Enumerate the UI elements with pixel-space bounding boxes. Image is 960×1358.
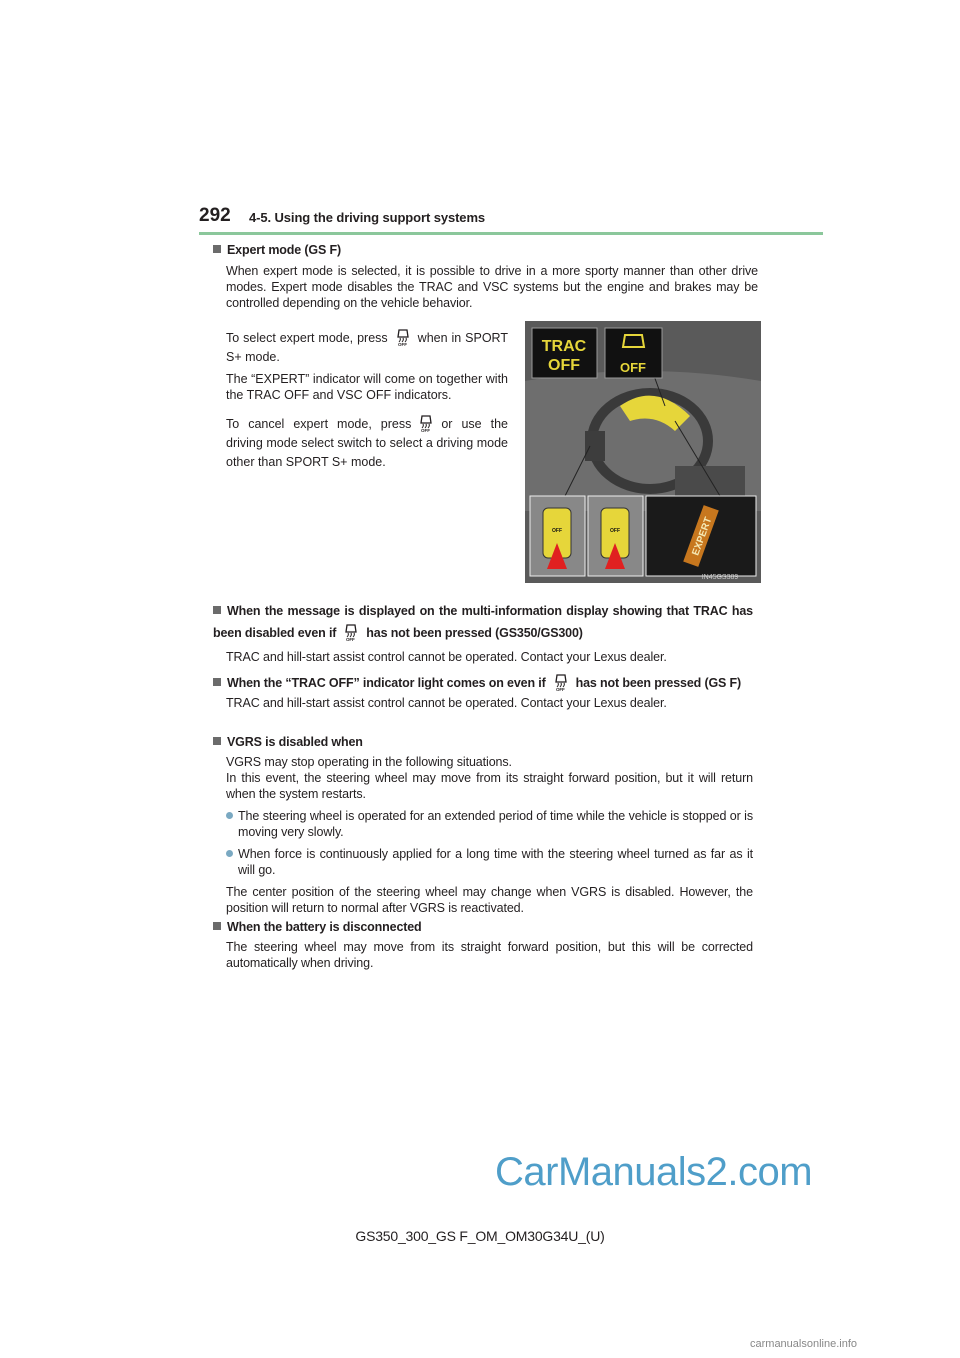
vsc-off-icon — [552, 673, 570, 691]
square-bullet-icon — [213, 245, 221, 253]
select-expert-text: To select expert mode, press OFF when in SPORT S+ mode. — [226, 328, 508, 367]
trac-message-body: TRAC and hill-start assist control cannot be operated. Contact your Lexus dealer. — [226, 650, 667, 664]
expert-section — [213, 243, 758, 311]
expert-body: When expert mode is selected, it is possible to drive in a more sporty manner than other drive modes. Expert mode disables the TRAC and VSC systems but the engine and brakes may be controlled depending on the vehicle behavior. — [226, 264, 758, 310]
button-off-label-2: OFF — [610, 528, 620, 534]
vgrs-body-2: In this event, the steering wheel may move from its straight forward position, but it will return when the system restarts. — [226, 771, 753, 801]
vsc-off-icon — [342, 623, 360, 641]
vsc-off-icon — [417, 414, 435, 432]
vgrs-body-3: The center position of the steering wheel may change when VGRS is disabled. However, the position will return to normal after VGRS is reactivated. — [226, 885, 753, 915]
vgrs-heading: VGRS is disabled when — [213, 735, 753, 749]
battery-body: The steering wheel may move from its straight forward position, but this will be corrected automatically when driving. — [226, 940, 753, 970]
trac-off-section — [213, 673, 753, 711]
watermark-logo: CarManuals2.com — [495, 1150, 813, 1194]
svg-text:OFF: OFF — [346, 637, 355, 641]
vgrs-bullet-1: The steering wheel is operated for an extended period of time while the vehicle is stopped or is moving very slowly. — [226, 808, 753, 840]
trac-off-body: TRAC and hill-start assist control cannot be operated. Contact your Lexus dealer. — [226, 696, 667, 710]
square-bullet-icon — [213, 678, 221, 686]
trac-message-section — [213, 600, 753, 665]
battery-section — [213, 920, 753, 971]
dashboard-illustration — [525, 321, 761, 583]
vgrs-section — [213, 735, 753, 916]
expert-heading: Expert mode (GS F) — [213, 243, 753, 257]
trac-off-label: OFF — [548, 357, 580, 374]
expert-indicator-text: The “EXPERT” indicator will come on together with the TRAC OFF and VSC OFF indicators. — [226, 372, 508, 402]
trac-label: TRAC — [541, 338, 587, 355]
round-bullet-icon — [226, 850, 233, 857]
trac-off-heading: When the “TRAC OFF” indicator light comes on even if OFF has not been pressed (GS F) — [213, 673, 753, 693]
square-bullet-icon — [213, 922, 221, 930]
watermark-footer: carmanualsonline.info — [750, 1338, 858, 1350]
header-rule — [199, 232, 823, 235]
button-off-label-1: OFF — [552, 528, 562, 534]
trac-message-heading: When the message is displayed on the multi-information display showing that TRAC has been disabled even if OFF has not been pressed (GS350/GS300) — [213, 604, 753, 641]
vgrs-bullet-2: When force is continuously applied for a long time with the steering wheel turned as far as it will go. — [226, 846, 753, 878]
vgrs-body-1: VGRS may stop operating in the following situations. — [226, 755, 512, 769]
expert-label: EXPERT — [690, 515, 715, 558]
svg-text:OFF: OFF — [421, 428, 431, 432]
expert-instructions — [226, 328, 508, 472]
doc-code-footer: GS350_300_GS F_OM_OM30G34U_(U) — [355, 1228, 605, 1244]
vsc-off-label: OFF — [620, 360, 646, 375]
round-bullet-icon — [226, 812, 233, 819]
svg-text:OFF: OFF — [397, 342, 407, 346]
vsc-off-icon — [394, 328, 412, 346]
dashboard-svg — [525, 321, 761, 583]
section-title: 4-5. Using the driving support systems — [249, 210, 486, 225]
svg-text:OFF: OFF — [555, 687, 565, 691]
cancel-expert-text: To cancel expert mode, press OFF or use the driving mode select switch to select a driving mode other than SPORT S+ mode. — [226, 414, 508, 472]
figure-code: IN45GS389 — [701, 574, 739, 581]
square-bullet-icon — [213, 737, 221, 745]
square-bullet-icon — [213, 606, 221, 614]
battery-heading: When the battery is disconnected — [213, 920, 753, 934]
page-number: 292 — [199, 205, 231, 226]
